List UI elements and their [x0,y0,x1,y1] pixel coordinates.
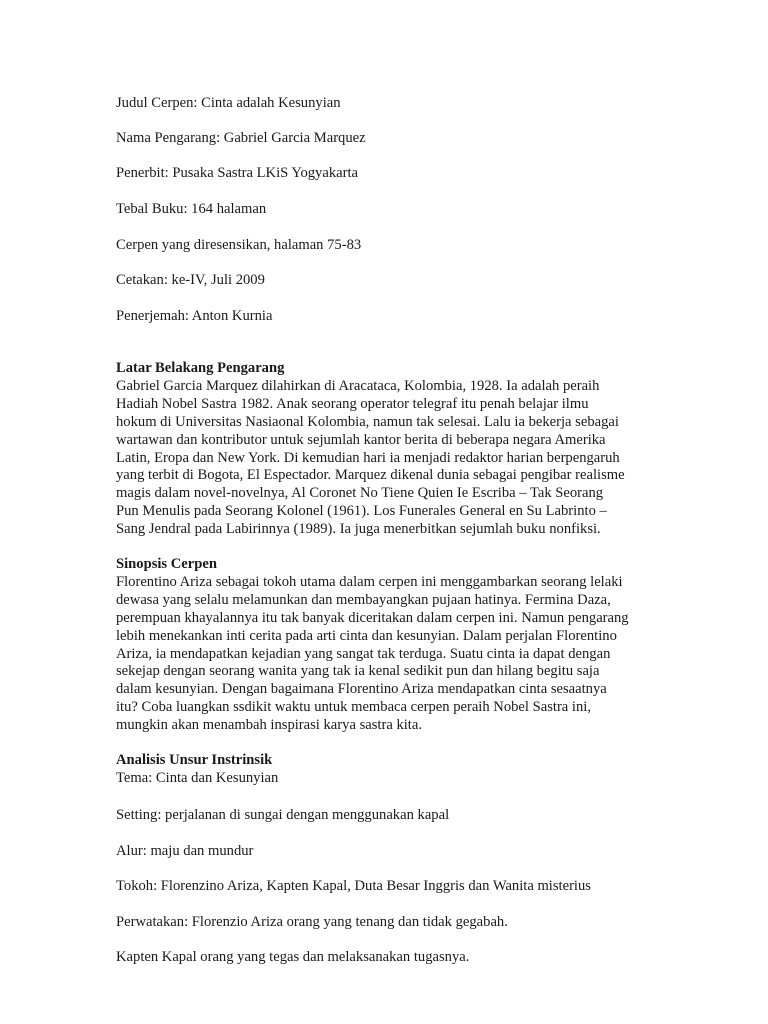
paragraph-line: perempuan khayalannya itu tak banyak diceritakan dalam cerpen ini. Namun pengarang [116,609,629,626]
setting-line: Setting: perjalanan di sungai dengan menggunakan kapal [116,807,450,823]
section-heading-sinopsis: Sinopsis Cerpen [116,556,217,572]
paragraph-line: itu? Coba luangkan ssdikit waktu untuk membaca cerpen peraih Nobel Sastra ini, [116,699,591,716]
kapten-kapal-line: Kapten Kapal orang yang tegas dan melaksanakan tugasnya. [116,949,470,965]
penerjemah: Penerjemah: Anton Kurnia [116,308,273,324]
latar-belakang-section [116,360,656,539]
paragraph-line: magis dalam novel-novelnya, Al Coronet No Tiene Quien Ie Escriba – Tak Seorang [116,485,604,502]
paragraph-line: wartawan dan kontributor untuk sejumlah kantor berita di beberapa negara Amerika [116,431,606,448]
paragraph-line: Gabriel Garcia Marquez dilahirkan di Aracataca, Kolombia, 1928. Ia adalah peraih [116,377,600,394]
paragraph-line: Hadiah Nobel Sastra 1982. Anak seorang operator telegraf itu penah belajar ilmu [116,395,589,412]
alur-line: Alur: maju dan mundur [116,843,254,859]
paragraph-line: sekejap dengan seorang wanita yang tak ia kenal sedikit pun dan hilang begitu saja [116,663,600,680]
judul-cerpen: Judul Cerpen: Cinta adalah Kesunyian [116,95,341,111]
paragraph-line: Florentino Ariza sebagai tokoh utama dalam cerpen ini menggambarkan seorang lelaki [116,573,623,590]
paragraph-line: yang terbit di Bogota, El Espectador. Marquez dikenal dunia sebagai pengibar realisme [116,467,625,484]
paragraph-line: Latin, Eropa dan New York. Di kemudian hari ia menjadi redaktor harian berpengaruh [116,449,620,466]
cetakan: Cetakan: ke-IV, Juli 2009 [116,272,265,288]
sinopsis-section [116,556,656,735]
halaman-cerpen: Cerpen yang diresensikan, halaman 75-83 [116,237,362,253]
penerbit: Penerbit: Pusaka Sastra LKiS Yogyakarta [116,165,358,181]
tema-line: Tema: Cinta dan Kesunyian [116,769,279,786]
paragraph-line: mungkin akan menambah inspirasi karya sastra kita. [116,717,422,734]
tokoh-line: Tokoh: Florenzino Ariza, Kapten Kapal, Duta Besar Inggris dan Wanita misterius [116,878,591,894]
paragraph-line: Pun Menulis pada Seorang Kolonel (1961). Los Funerales General en Su Labrinto – [116,503,607,520]
paragraph-line: dewasa yang selalu melamunkan dan membayangkan pujaan hatinya. Fermina Daza, [116,591,611,608]
analisis-section [116,752,656,788]
paragraph-line: lebih menekankan inti cerita pada arti cinta dan kesunyian. Dalam perjalan Florentino [116,627,617,644]
paragraph-line: Sang Jendral pada Labirinnya (1989). Ia juga menerbitkan sejumlah buku nonfiksi. [116,521,601,538]
section-heading-latar: Latar Belakang Pengarang [116,360,285,376]
paragraph-line: hokum di Universitas Nasiaonal Kolombia, namun tak selesai. Lalu ia bekerja sebagai [116,413,619,430]
paragraph-line: Ariza, ia mendapatkan kejadian yang sangat tak terduga. Suatu cinta ia dapat dengan [116,645,611,662]
tebal-buku: Tebal Buku: 164 halaman [116,201,267,217]
perwatakan-line: Perwatakan: Florenzio Ariza orang yang tenang dan tidak gegabah. [116,914,508,930]
nama-pengarang: Nama Pengarang: Gabriel Garcia Marquez [116,130,366,146]
section-heading-analisis: Analisis Unsur Instrinsik [116,752,273,768]
paragraph-line: dalam kesunyian. Dengan bagaimana Florentino Ariza mendapatkan cinta sesaatnya [116,681,607,698]
